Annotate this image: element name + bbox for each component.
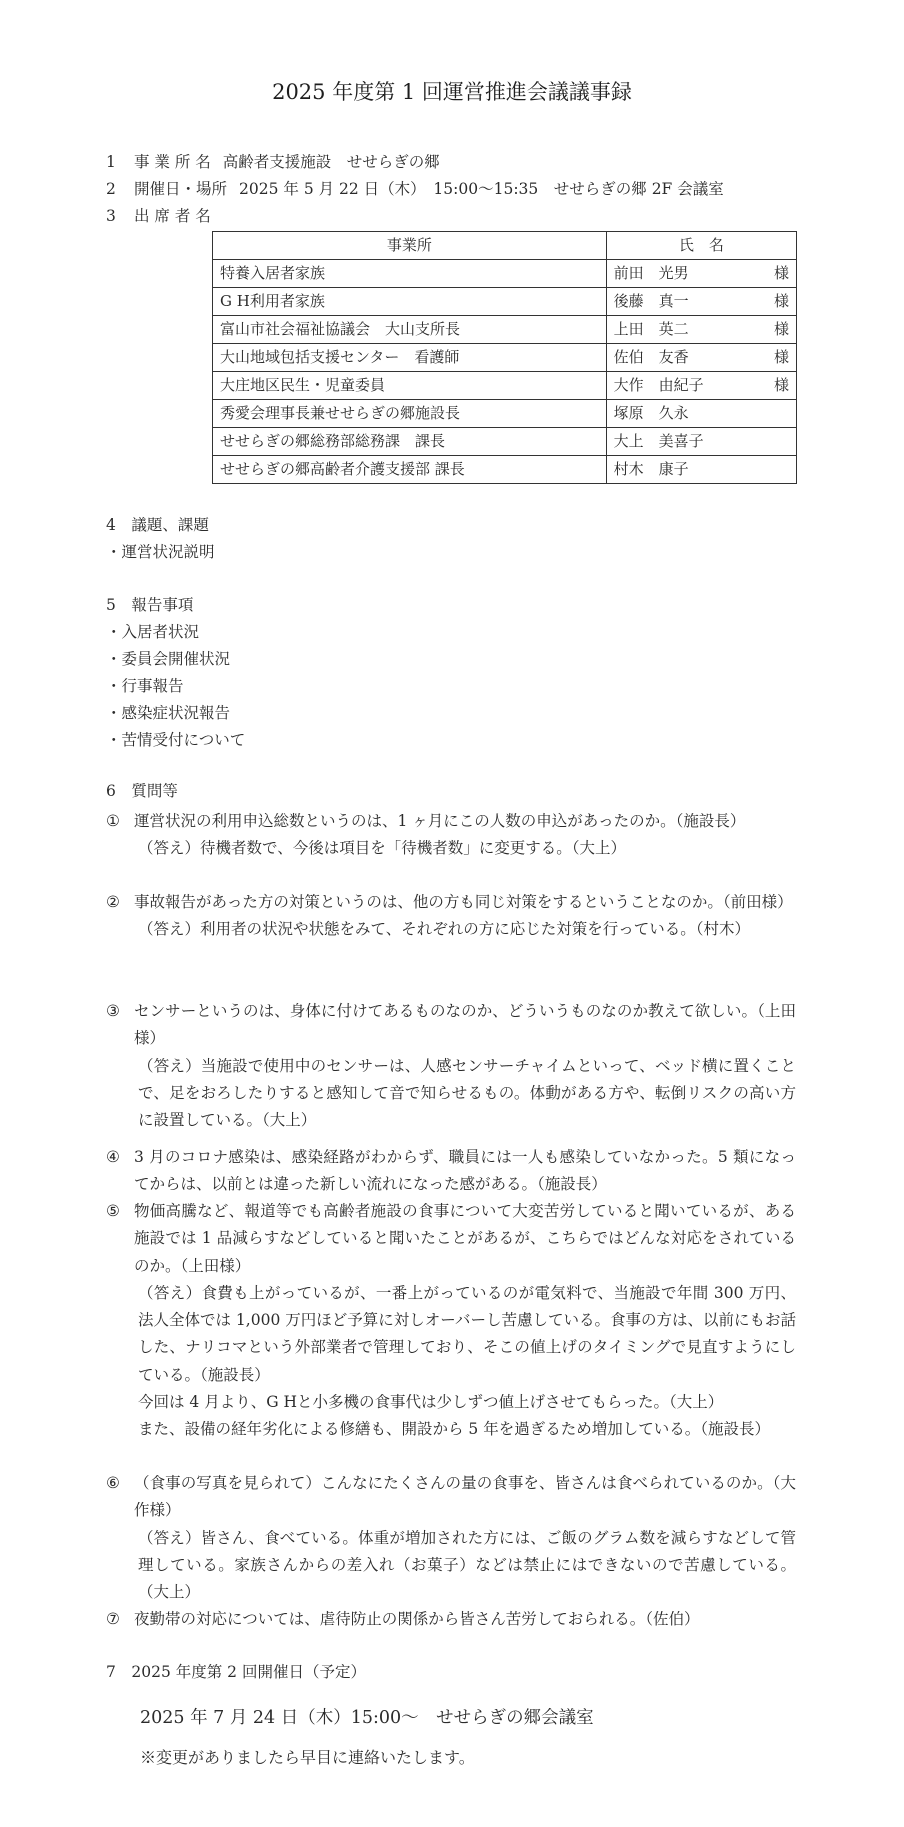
question-text: 事故報告があった方の対策というのは、他の方も同じ対策をするということなのか。（前田様） bbox=[134, 893, 793, 911]
answer-text: （答え）食費も上がっているが、一番上がっているのが電気料で、当施設で年間 300 万円、法人全体では 1,000 万円ほど予算に対しオーバーし苦慮している。食事の方は、以前にもお話した、ナリコマという外部業者で管理しており、そこの値上げのタイミングで見直すようにしている。（施設長） bbox=[138, 1283, 796, 1384]
facility-value: 高齢者支援施設 せせらぎの郷 bbox=[222, 153, 440, 171]
attendee-organization: 大庄地区民生・児童委員 bbox=[213, 372, 607, 400]
attendee-row bbox=[213, 344, 797, 372]
question-text: （食事の写真を見られて）こんなにたくさんの量の食事を、皆さんは食べられているのか。（大作様） bbox=[134, 1474, 796, 1520]
question-item bbox=[106, 998, 796, 1134]
question-text: 物価高騰など、報道等でも高齢者施設の食事について大変苦労していると聞いているが、ある施設では 1 品減らすなどしていると聞いたことがあるが、こちらではどんな対応をされているのか。（上田様） bbox=[134, 1202, 796, 1275]
report-item: ・苦情受付について bbox=[106, 731, 246, 749]
question-text: センサーというのは、身体に付けてあるものなのか、どういうものなのか教えて欲しい。（上田様） bbox=[134, 1002, 796, 1048]
attendee-organization: 秀愛会理事長兼せせらぎの郷施設長 bbox=[213, 400, 607, 428]
attendee-name-text: 前田 光男 bbox=[613, 264, 689, 282]
reports-heading: 5 報告事項 bbox=[106, 596, 194, 614]
question-number: ④ bbox=[106, 1148, 120, 1166]
header-organization: 事業所 bbox=[213, 232, 607, 260]
report-item: ・入居者状況 bbox=[106, 623, 200, 641]
report-item: ・感染症状況報告 bbox=[106, 704, 231, 722]
answer-text: 今回は 4 月より、G Hと小多機の食事代は少しずつ値上げさせてもらった。（大上） bbox=[138, 1393, 724, 1412]
question-number: ① bbox=[106, 812, 120, 830]
attendee-row bbox=[213, 260, 797, 288]
question-number: ⑥ bbox=[106, 1474, 120, 1492]
attendee-organization: 富山市社会福祉協議会 大山支所長 bbox=[213, 316, 607, 344]
question-number: ② bbox=[106, 893, 120, 911]
question-text: 夜勤帯の対応については、虐待防止の関係から皆さん苦労しておられる。（佐伯） bbox=[134, 1610, 700, 1628]
question-item bbox=[106, 808, 796, 863]
attendee-name-text: 上田 英二 bbox=[613, 320, 689, 338]
facility-line bbox=[106, 152, 440, 172]
answer-text: また、設備の経年劣化による修繕も、開設から 5 年を過ぎるため増加している。（施設長） bbox=[138, 1420, 770, 1439]
attendee-row bbox=[213, 400, 797, 428]
answer-text: （答え）当施設で使用中のセンサーは、人感センサーチャイムといって、ベッド横に置くことで、足をおろしたりすると感知して音で知らせるもの。体動がある方や、転倒リスクの高い方に設置している。（大上） bbox=[138, 1056, 796, 1130]
report-item: ・行事報告 bbox=[106, 677, 184, 695]
attendee-name bbox=[606, 260, 796, 288]
attendee-name-text: 村木 康子 bbox=[613, 460, 689, 478]
attendee-row bbox=[213, 372, 797, 400]
next-meeting-heading: 7 2025 年度第 2 回開催日（予定） bbox=[106, 1663, 366, 1681]
attendees-label: 出 席 者 名 bbox=[134, 207, 211, 225]
answer-text: （答え）利用者の状況や状態をみて、それぞれの方に応じた対策を行っている。（村木） bbox=[138, 920, 750, 939]
facility-label: 事 業 所 名 bbox=[134, 153, 211, 171]
next-meeting-note: ※変更がありましたら早目に連絡いたします。 bbox=[140, 1748, 475, 1767]
date-place-label: 開催日・場所 bbox=[134, 180, 228, 198]
attendee-honorific: 様 bbox=[773, 320, 789, 338]
question-item bbox=[106, 1198, 796, 1444]
attendees-line bbox=[106, 206, 211, 226]
attendee-organization: せせらぎの郷高齢者介護支援部 課長 bbox=[213, 456, 607, 484]
attendee-organization: 特養入居者家族 bbox=[213, 260, 607, 288]
questions-heading: 6 質問等 bbox=[106, 782, 178, 800]
question-number: ⑤ bbox=[106, 1202, 120, 1220]
document-title: 2025 年度第 1 回運営推進会議議事録 bbox=[272, 80, 632, 104]
agenda-heading: 4 議題、課題 bbox=[106, 516, 209, 534]
attendee-name bbox=[606, 316, 796, 344]
question-item bbox=[106, 1144, 796, 1199]
attendees-num: 3 bbox=[106, 207, 116, 225]
attendee-honorific: 様 bbox=[773, 376, 789, 394]
question-item bbox=[106, 889, 796, 944]
facility-num: 1 bbox=[106, 153, 116, 171]
attendee-table bbox=[212, 231, 797, 484]
attendee-name-text: 大作 由紀子 bbox=[613, 376, 704, 394]
report-item: ・委員会開催状況 bbox=[106, 650, 231, 668]
attendee-table-header bbox=[213, 232, 797, 260]
attendee-table-body bbox=[213, 260, 797, 484]
attendee-name bbox=[606, 400, 796, 428]
attendee-honorific: 様 bbox=[773, 348, 789, 366]
date-place-value: 2025 年 5 月 22 日（木） 15:00～15:35 せせらぎの郷 2F 会議室 bbox=[239, 180, 724, 198]
question-text: 運営状況の利用申込総数というのは、1 ヶ月にこの人数の申込があったのか。（施設長） bbox=[134, 812, 746, 830]
attendee-row bbox=[213, 456, 797, 484]
attendee-name bbox=[606, 456, 796, 484]
question-number: ③ bbox=[106, 1002, 120, 1020]
attendee-name-text: 大上 美喜子 bbox=[613, 432, 704, 450]
attendee-row bbox=[213, 428, 797, 456]
question-item bbox=[106, 1606, 796, 1633]
attendee-name-text: 塚原 久永 bbox=[613, 404, 689, 422]
attendee-name-text: 佐伯 友香 bbox=[613, 348, 689, 366]
question-item bbox=[106, 1470, 796, 1606]
attendee-name bbox=[606, 344, 796, 372]
date-place-line bbox=[106, 179, 724, 199]
attendee-organization: せせらぎの郷総務部総務課 課長 bbox=[213, 428, 607, 456]
attendee-organization: G H利用者家族 bbox=[213, 288, 607, 316]
header-name: 氏 名 bbox=[606, 232, 796, 260]
attendee-name bbox=[606, 288, 796, 316]
next-meeting-date: 2025 年 7 月 24 日（木）15:00～ せせらぎの郷会議室 bbox=[140, 1708, 594, 1728]
attendee-name bbox=[606, 372, 796, 400]
attendee-row bbox=[213, 316, 797, 344]
attendee-honorific: 様 bbox=[773, 292, 789, 310]
date-place-num: 2 bbox=[106, 180, 116, 198]
answer-text: （答え）待機者数で、今後は項目を「待機者数」に変更する。（大上） bbox=[138, 839, 626, 858]
attendee-row bbox=[213, 288, 797, 316]
agenda-item: ・運営状況説明 bbox=[106, 543, 215, 561]
answer-text: （答え）皆さん、食べている。体重が増加された方には、ご飯のグラム数を減らすなどして管理している。家族さんからの差入れ（お菓子）などは禁止にはできないので苦慮している。（大上） bbox=[138, 1528, 796, 1602]
attendee-name bbox=[606, 428, 796, 456]
attendee-organization: 大山地域包括支援センター 看護師 bbox=[213, 344, 607, 372]
question-number: ⑦ bbox=[106, 1610, 120, 1628]
attendee-honorific: 様 bbox=[773, 264, 789, 282]
attendee-name-text: 後藤 真一 bbox=[613, 292, 689, 310]
question-text: 3 月のコロナ感染は、感染経路がわからず、職員には一人も感染していなかった。5 類になってからは、以前とは違った新しい流れになった感がある。（施設長） bbox=[134, 1148, 796, 1194]
